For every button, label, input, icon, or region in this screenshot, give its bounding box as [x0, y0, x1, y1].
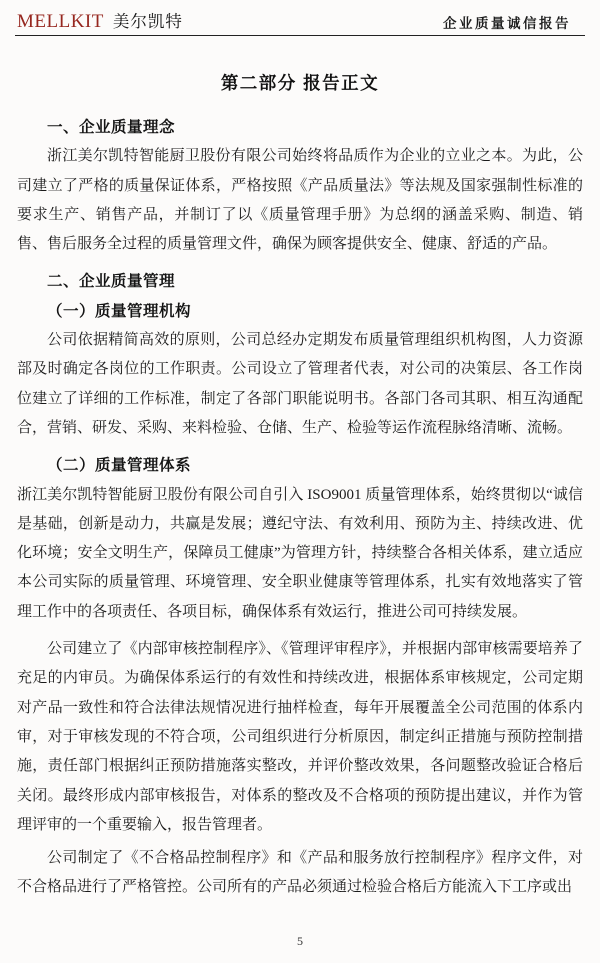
brand-name-en: MELLKIT — [17, 11, 104, 32]
subsection-heading-org-structure: （一）质量管理机构 — [47, 302, 192, 320]
paragraph-quality-system-intro: 浙江美尔凯特智能厨卫股份有限公司自引入 ISO9001 质量管理体系，始终贯彻以“诚信是基础，创新是动力，共赢是发展；遵纪守法、有效利用、预防为主、持续改进、优化环境；安全文明生产，保障员工健康”为管理方针，持续整合各相关体系，建立适应本公司实际的质量管理、环境管理、安全职业健康等管理体系，扎实有效地落实了管理工作中的各项责任、各项目标，确保体系有效运行，推进公司可持续发展。 — [17, 486, 583, 620]
brand-logo — [17, 8, 183, 33]
header-divider — [15, 35, 585, 36]
paragraph-org-structure: 公司依据精简高效的原则，公司总经办定期发布质量管理组织机构图，人力资源部及时确定各岗位的工作职责。公司设立了管理者代表，对公司的决策层、各工作岗位建立了详细的工作标准，制定了各部门职能说明书。各部门各司其职、相互沟通配合，营销、研发、采购、来料检验、仓储、生产、检验等运作流程脉络清晰、流畅。 — [17, 332, 583, 436]
page-header — [17, 0, 583, 33]
section-heading-quality-management: 二、企业质量管理 — [47, 273, 176, 291]
paragraph-quality-philosophy: 浙江美尔凯特智能厨卫股份有限公司始终将品质作为企业的立业之本。为此，公司建立了严格的质量保证体系，严格按照《产品质量法》等法规及国家强制性标准的要求生产、销售产品，并制订了以《质量管理手册》为总纲的涵盖采购、制造、销售、售后服务全过程的质量管理文件，确保为顾客提供安全、健康、舒适的产品。 — [17, 148, 583, 253]
subsection-heading-quality-system: （二）质量管理体系 — [47, 457, 192, 475]
brand-name-cn: 美尔凯特 — [112, 12, 183, 31]
part-title: 第二部分 报告正文 — [220, 73, 380, 93]
section-heading-quality-philosophy: 一、企业质量理念 — [47, 119, 176, 136]
page-number: 5 — [297, 934, 303, 948]
paragraph-internal-audit: 公司建立了《内部审核控制程序》、《管理评审程序》，并根据内部审核需要培养了充足的内审员。为确保体系运行的有效性和持续改进，根据体系审核规定，公司定期对产品一致性和符合法律法规情况进行抽样检查，每年开展覆盖全公司范围的体系内审，对于审核发现的不符合项，公司组织进行分析原因，制定纠正措施与预防控制措施，责任部门根据纠正预防措施落实整改，并评价整改效果，各问题整改验证合格后关闭。最终形成内部审核报告，对体系的整改及不合格项的预防提出建议，并作为管理评审的一个重要输入，报告管理者。 — [17, 641, 583, 833]
header-doc-title: 企业质量诚信报告 — [443, 16, 571, 31]
report-body — [17, 113, 583, 903]
paragraph-nonconforming-control: 公司制定了《不合格品控制程序》和《产品和服务放行控制程序》程序文件，对不合格品进行了严格管控。公司所有的产品必须通过检验合格后方能流入下工序或出 — [17, 850, 583, 896]
